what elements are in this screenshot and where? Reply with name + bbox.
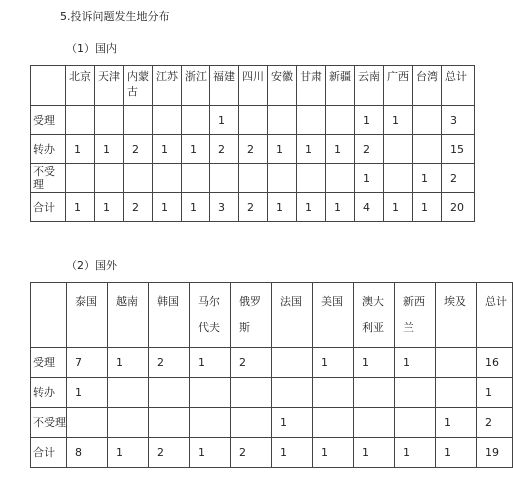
domestic-table: [30, 65, 475, 222]
table-cell: 1: [210, 106, 239, 135]
column-header: 浙江: [182, 66, 210, 106]
table-cell: 1: [354, 438, 395, 468]
column-header: 广西: [384, 66, 413, 106]
table-cell: [313, 378, 354, 408]
row-label: 转办: [31, 135, 66, 164]
table-cell: 2: [149, 438, 190, 468]
table-cell: [354, 378, 395, 408]
foreign-table: [30, 282, 513, 468]
table-cell: 1: [182, 193, 210, 222]
table-row: [31, 106, 475, 135]
table-cell: [354, 408, 395, 438]
table-cell: 1: [326, 135, 355, 164]
table-cell: [239, 106, 268, 135]
table-cell: [124, 106, 153, 135]
table-cell: 1: [153, 193, 182, 222]
table-cell: 1: [153, 135, 182, 164]
table-cell: 1: [297, 193, 326, 222]
table-row: [31, 378, 513, 408]
table-row: [31, 408, 513, 438]
table-cell-total: 16: [477, 348, 513, 378]
table-cell: 1: [190, 348, 231, 378]
table-cell: 2: [231, 348, 272, 378]
table-cell: 1: [384, 193, 413, 222]
table-cell-total: 2: [442, 164, 475, 193]
table-cell: 1: [355, 106, 384, 135]
column-header: 云南: [355, 66, 384, 106]
column-header: 埃及: [436, 283, 477, 348]
table-cell: 1: [384, 106, 413, 135]
table-cell: 2: [231, 438, 272, 468]
table-cell: [67, 408, 108, 438]
table-cell: [210, 164, 239, 193]
table-cell: [395, 378, 436, 408]
table-cell: 1: [413, 193, 442, 222]
table-cell: [384, 135, 413, 164]
table-cell: 1: [66, 193, 95, 222]
table-cell: [326, 164, 355, 193]
table-cell: [66, 106, 95, 135]
table-cell: 1: [436, 408, 477, 438]
table-cell: 1: [95, 193, 124, 222]
table-cell: [182, 106, 210, 135]
row-label: 不受理: [31, 408, 67, 438]
column-header: 安徽: [268, 66, 297, 106]
column-header: 马尔代夫: [190, 283, 231, 348]
table-cell: 1: [190, 438, 231, 468]
column-header: 法国: [272, 283, 313, 348]
table-cell: [108, 408, 149, 438]
column-header: 甘肃: [297, 66, 326, 106]
table-row-total: [31, 193, 475, 222]
table-cell: 1: [313, 438, 354, 468]
column-header-total: 总计: [442, 66, 475, 106]
row-label: 受理: [31, 106, 66, 135]
foreign-header-row: [31, 283, 513, 348]
column-header: 澳大利亚: [354, 283, 395, 348]
foreign-subtitle: （2）国外: [66, 259, 117, 272]
table-cell: 1: [268, 135, 297, 164]
table-cell: [272, 348, 313, 378]
table-cell: 1: [355, 164, 384, 193]
table-cell: [231, 378, 272, 408]
corner-cell: [31, 66, 66, 106]
domestic-subtitle: （1）国内: [66, 42, 117, 55]
table-cell: [124, 164, 153, 193]
table-cell: [95, 106, 124, 135]
row-label: 合计: [31, 438, 67, 468]
table-cell: 1: [395, 348, 436, 378]
table-cell: 1: [67, 378, 108, 408]
table-cell: 1: [326, 193, 355, 222]
table-cell: [231, 408, 272, 438]
table-cell: 4: [355, 193, 384, 222]
table-cell: 2: [355, 135, 384, 164]
column-header-total: 总计: [477, 283, 513, 348]
table-cell: [268, 164, 297, 193]
column-header: 江苏: [153, 66, 182, 106]
table-cell: 1: [354, 348, 395, 378]
table-cell: 1: [268, 193, 297, 222]
table-cell: [313, 408, 354, 438]
table-cell: [297, 164, 326, 193]
column-header: 内蒙古: [124, 66, 153, 106]
column-header: 越南: [108, 283, 149, 348]
table-cell: [268, 106, 297, 135]
table-cell: [395, 408, 436, 438]
column-header: 美国: [313, 283, 354, 348]
row-label: 合计: [31, 193, 66, 222]
table-cell: 1: [272, 438, 313, 468]
table-cell: 2: [124, 135, 153, 164]
column-header: 福建: [210, 66, 239, 106]
column-header: 新疆: [326, 66, 355, 106]
table-cell: 2: [239, 135, 268, 164]
column-header: 北京: [66, 66, 95, 106]
table-cell: [108, 378, 149, 408]
table-cell: [149, 378, 190, 408]
table-cell: [153, 106, 182, 135]
table-cell: 1: [436, 438, 477, 468]
table-cell-total: 19: [477, 438, 513, 468]
table-cell: 1: [182, 135, 210, 164]
column-header: 泰国: [67, 283, 108, 348]
table-cell-total: 2: [477, 408, 513, 438]
table-cell: [436, 378, 477, 408]
table-cell: [239, 164, 268, 193]
row-label: 转办: [31, 378, 67, 408]
table-cell: 7: [67, 348, 108, 378]
table-cell: 1: [313, 348, 354, 378]
table-cell: [297, 106, 326, 135]
table-cell: 1: [272, 408, 313, 438]
table-cell: [413, 106, 442, 135]
row-label: 不受理: [31, 164, 66, 193]
table-cell-total: 15: [442, 135, 475, 164]
table-cell: 2: [210, 135, 239, 164]
table-cell: 1: [297, 135, 326, 164]
table-cell: [153, 164, 182, 193]
table-cell: [272, 378, 313, 408]
table-cell: [190, 378, 231, 408]
table-row: [31, 348, 513, 378]
column-header: 台湾: [413, 66, 442, 106]
table-cell: [95, 164, 124, 193]
corner-cell: [31, 283, 67, 348]
table-cell: [326, 106, 355, 135]
table-cell: [66, 164, 95, 193]
table-cell-total: 3: [442, 106, 475, 135]
table-cell: [413, 135, 442, 164]
table-cell: [384, 164, 413, 193]
table-cell: [182, 164, 210, 193]
section-heading: 5.投诉问题发生地分布: [60, 10, 170, 23]
table-cell: 3: [210, 193, 239, 222]
table-cell: 1: [108, 348, 149, 378]
table-cell: 1: [95, 135, 124, 164]
table-cell: 2: [124, 193, 153, 222]
table-cell: [149, 408, 190, 438]
table-cell-total: 1: [477, 378, 513, 408]
column-header: 天津: [95, 66, 124, 106]
column-header: 新西兰: [395, 283, 436, 348]
table-cell-total: 20: [442, 193, 475, 222]
column-header: 四川: [239, 66, 268, 106]
table-cell: 1: [66, 135, 95, 164]
table-row: [31, 135, 475, 164]
column-header: 俄罗斯: [231, 283, 272, 348]
table-cell: 2: [239, 193, 268, 222]
domestic-header-row: [31, 66, 475, 106]
table-cell: 8: [67, 438, 108, 468]
row-label: 受理: [31, 348, 67, 378]
table-row-total: [31, 438, 513, 468]
table-cell: [190, 408, 231, 438]
table-cell: 1: [108, 438, 149, 468]
table-row: [31, 164, 475, 193]
table-cell: 1: [413, 164, 442, 193]
table-cell: [436, 348, 477, 378]
table-cell: 1: [395, 438, 436, 468]
table-cell: 2: [149, 348, 190, 378]
column-header: 韩国: [149, 283, 190, 348]
